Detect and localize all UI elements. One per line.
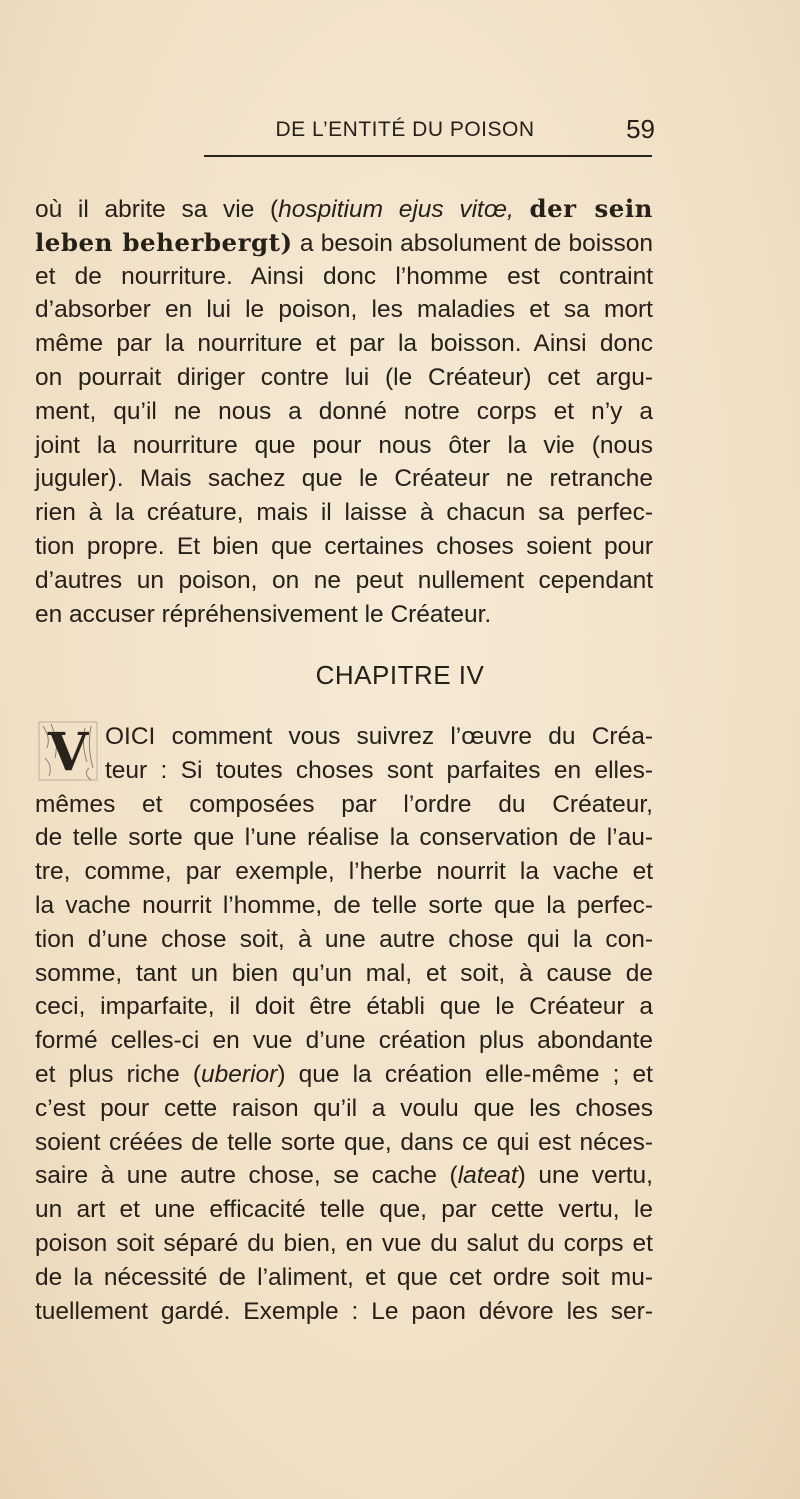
text-line: et de nourriture. Ainsi donc l’homme est contraint bbox=[35, 262, 653, 290]
page-header bbox=[205, 114, 655, 154]
text-line: rien à la créature, mais il laisse à chacun sa perfec- bbox=[35, 499, 653, 527]
text-line: un art et une efficacité telle que, par cette vertu, le bbox=[35, 1196, 653, 1224]
text-line: tion propre. Et bien que certaines choses soient pour bbox=[35, 532, 653, 560]
text-line: c’est pour cette raison qu’il a voulu que les choses bbox=[35, 1094, 653, 1122]
svg-text:V: V bbox=[47, 722, 89, 782]
chapter-heading: CHAPITRE IV bbox=[315, 660, 485, 690]
running-title: DE L’ENTITÉ DU POISON bbox=[275, 118, 535, 141]
text-line: formé celles-ci en vue d’une création plus abondante bbox=[35, 1027, 653, 1055]
text-line: ment, qu’il ne nous a donné notre corps et n’y a bbox=[35, 397, 653, 425]
text-line: poison soit séparé du bien, en vue du salut du corps et bbox=[35, 1229, 653, 1257]
paragraph-1 bbox=[35, 192, 653, 631]
text-line: la vache nourrit l’homme, de telle sorte que la perfec- bbox=[35, 891, 653, 919]
text-line: en accuser répréhensivement le Créateur. bbox=[35, 600, 492, 628]
text-line: teur : Si toutes choses sont parfaites en elles- bbox=[105, 756, 653, 784]
text-line: OICI comment vous suivrez l’œuvre du Créa- bbox=[105, 723, 653, 750]
header-rule bbox=[204, 155, 652, 157]
text-line: joint la nourriture que pour nous ôter la vie (nous bbox=[35, 431, 653, 459]
text-line: juguler). Mais sachez que le Créateur ne retranche bbox=[35, 465, 653, 493]
text-line: d’absorber en lui le poison, les maladies et sa mort bbox=[35, 296, 653, 324]
text-line: saire à une autre chose, se cache (lateat) une vertu, bbox=[35, 1162, 653, 1190]
text-line: d’autres un poison, on ne peut nullement cependant bbox=[35, 566, 653, 594]
text-line: ceci, imparfaite, il doit être établi que le Créateur a bbox=[35, 993, 653, 1021]
text-line: même par la nourriture et par la boisson. Ainsi donc bbox=[35, 330, 653, 358]
text-line: et plus riche (uberior) que la création elle-même ; et bbox=[35, 1060, 653, 1088]
page-number: 59 bbox=[626, 114, 655, 144]
text-line: somme, tant un bien qu’un mal, et soit, à cause de bbox=[35, 959, 653, 987]
text-line: tion d’une chose soit, à une autre chose qui la con- bbox=[35, 925, 653, 953]
text-line: de telle sorte que l’une réalise la conservation de l’au- bbox=[35, 824, 653, 852]
text-line: tre, comme, par exemple, l’herbe nourrit la vache et bbox=[35, 858, 653, 886]
text-line: où il abrite sa vie (hospitium ejus vitœ, der sein bbox=[35, 194, 653, 223]
text-line: on pourrait diriger contre lui (le Créateur) cet argu- bbox=[35, 363, 653, 391]
text-line: soient créées de telle sorte que, dans ce qui est néces- bbox=[35, 1128, 653, 1156]
text-line: mêmes et composées par l’ordre du Créateur, bbox=[35, 790, 653, 818]
text-line: de la nécessité de l’aliment, et que cet ordre soit mu- bbox=[35, 1263, 653, 1291]
text-line: tuellement gardé. Exemple : Le paon dévore les ser- bbox=[35, 1297, 653, 1325]
paragraph-2 bbox=[35, 720, 653, 1328]
text-line: leben beherbergt) a besoin absolument de boisson bbox=[35, 227, 653, 257]
